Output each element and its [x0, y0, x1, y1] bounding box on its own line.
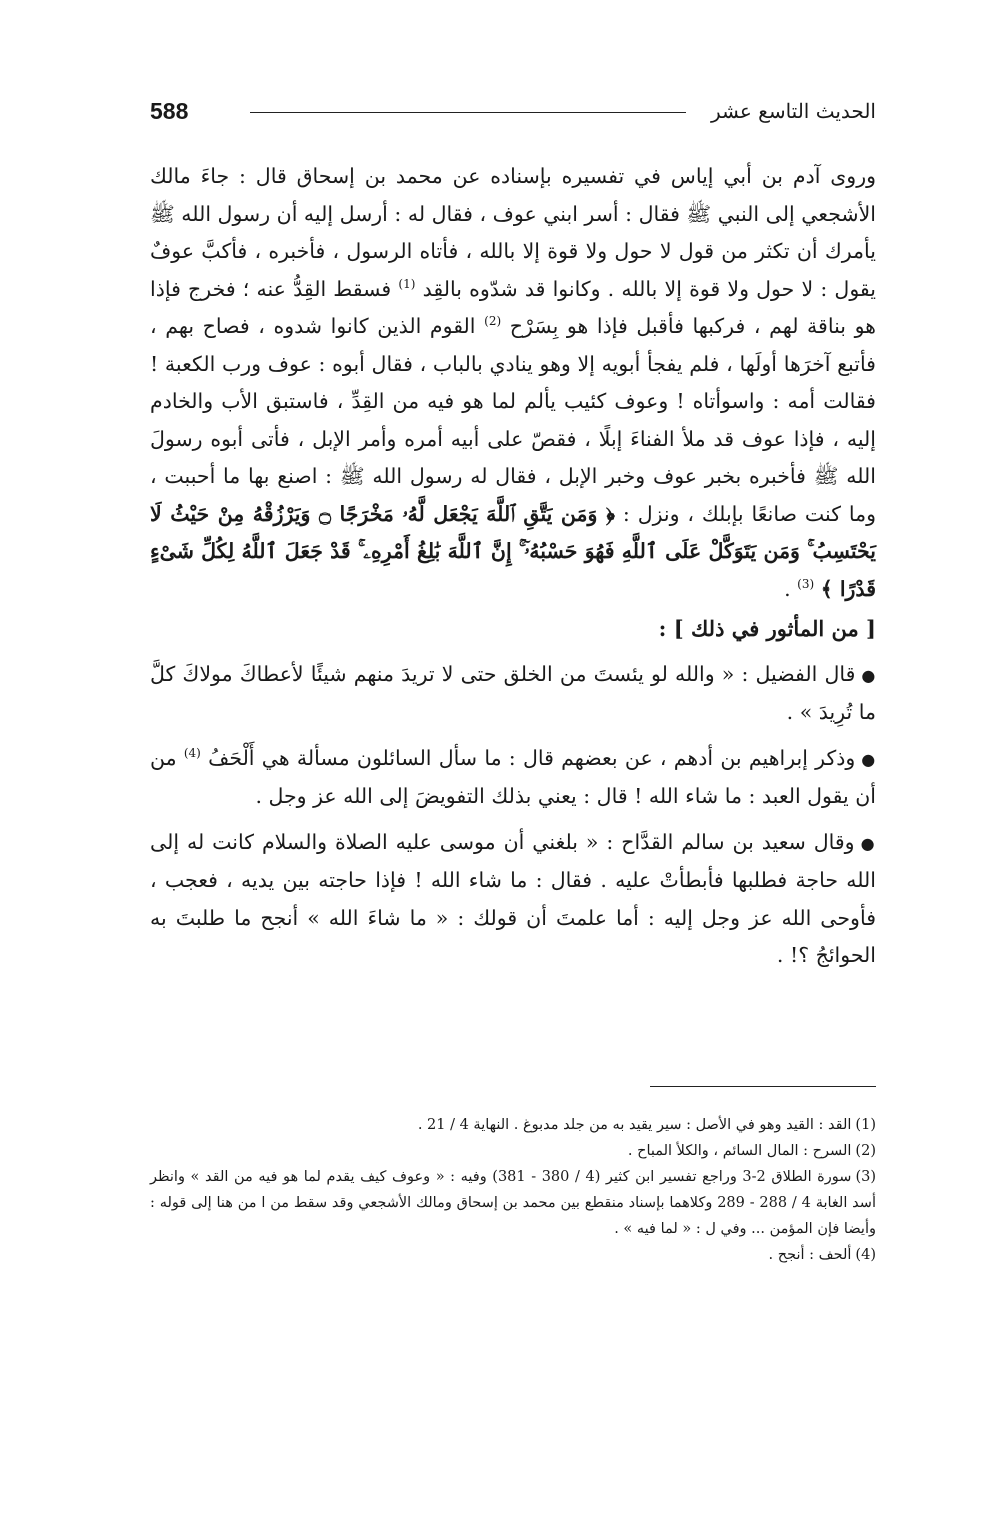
- footnote-number: (2): [855, 1143, 876, 1159]
- footnote-ref-2: (2): [484, 314, 502, 329]
- list-item: [150, 740, 876, 816]
- footnote-number: (4): [855, 1247, 876, 1263]
- paragraph-text: القوم الذين كانوا شدوه ، فصاح بهم ، فأتبع آخرَها أولَها ، فلم يفجأ أبويه إلا وهو ينادي بالباب ، فقال أبوه : عوف ورب الكعبة ! فقالت أمه : واسوأتاه ! وعوف كئيب يألم لما هو فيه من القِدِّ ، فاستبق الأب والخادم إليه ، فإذا عوف قد ملأ الفناءَ إبلًا ، فقصّ على أبيه أمره وأمر الإبل ، فأتى أبوه رسولَ الله ﷺ فأخبره بخبر عوف وخبر الإبل ، فقال له رسول الله ﷺ : اصنع بها ما أحببت ، وما كنت صانعًا بإبلك ، ونزل :: [150, 314, 876, 526]
- page-number: 588: [150, 98, 189, 124]
- quran-verse: ﴿ وَمَن يَتَّقِ ٱللَّهَ يَجْعَل لَّهُۥ مَخْرَجًا ۝ وَيَرْزُقْهُ مِنْ حَيْثُ لَا يَحْتَسِبُ ۚ وَمَن يَتَوَكَّلْ عَلَى ٱللَّهِ فَهُوَ حَسْبُهُۥٓ ۚ إِنَّ ٱللَّهَ بَٰلِغُ أَمْرِهِۦ ۚ قَدْ جَعَلَ ٱللَّهُ لِكُلِّ شَىْءٍ قَدْرًا ﴾: [150, 501, 876, 601]
- list-item-text: قال الفضيل : « والله لو يئستَ من الخلق حتى لا تريدَ منهم شيئًا لأعطاكَ مولاكَ كلَّ ما تُرِيدَ » .: [150, 661, 876, 724]
- paragraph-text: .: [784, 576, 791, 601]
- bullet-icon: ●: [860, 833, 876, 853]
- running-title: الحديث التاسع عشر: [711, 99, 876, 123]
- footnote-text: سورة الطلاق 2-3 وراجع تفسير ابن كثير (4 / 380 - 381) وفيه : « وعوف كيف يقدم لما هو فيه من القد » وانظر أسد الغابة 4 / 288 - 289 وكلاهما بإسناد منقطع بين محمد بن إسحاق ومالك الأشجعي وقد سقط من ا من هنا إلى قوله : وأيضا فإن المؤمن ... وفي ل : « لما فيه » .: [150, 1169, 876, 1237]
- footnote-text: السرح : المال السائم ، والكلأ المباح .: [627, 1143, 852, 1159]
- bullet-icon: ●: [861, 665, 876, 685]
- footnote-ref-4: (4): [183, 745, 201, 760]
- footnote-number: (1): [855, 1117, 876, 1133]
- list-item: [150, 656, 876, 732]
- bullet-icon: ●: [861, 749, 876, 769]
- footnote-separator: [650, 1086, 876, 1087]
- footnotes: [150, 1112, 876, 1268]
- list-item-text: من أن يقول العبد : ما شاء الله ! قال : يعني بذلك التفويضَ إلى الله عز وجل .: [150, 745, 876, 808]
- paragraph-text: وروى آدم بن أبي إياس في تفسيره بإسناده عن محمد بن إسحاق قال : جاءَ مالك الأشجعي إلى النبي ﷺ فقال : أسر ابني عوف ، فقال له : أرسل إليه أن رسول الله ﷺ يأمرك أن تكثر من قول لا حول ولا قوة إلا بالله ، فأتاه الرسول ، فأخبره ، فأكبَّ عوفٌ يقول : لا حول ولا قوة إلا بالله . وكانوا قد شدّوه بالقِد: [150, 164, 876, 301]
- section-heading: [ من المأثور في ذلك ] :: [658, 616, 876, 641]
- paragraph-hadith-story: [150, 158, 876, 608]
- footnote-ref-1: (1): [398, 276, 416, 291]
- footnote: [150, 1112, 876, 1138]
- footnote: [150, 1164, 876, 1242]
- paragraph-text: فسقط القِدُّ عنه ؛ فخرج فإذا هو بناقة لهم ، فركبها فأقبل فإذا هو بِسَرْح: [150, 276, 876, 338]
- footnote-text: ألحف : أنجح .: [768, 1247, 852, 1263]
- list-item-text: وقال سعيد بن سالم القدَّاح : « بلغني أن موسى عليه الصلاة والسلام كانت له إلى الله حاجة فطلبها فأبطأتْ عليه . فقال : ما شاء الله ! فإذا حاجته بين يديه ، فعجب ، فأوحى الله عز وجل إليه : أما علمتَ أن قولك : « ما شاءَ الله » أنجح ما طلبتَ به الحوائجُ ؟! .: [150, 829, 876, 967]
- footnote: [150, 1242, 876, 1268]
- footnote-text: القد : القيد وهو في الأصل : سير يقيد به من جلد مدبوغ . النهاية 4 / 21 .: [417, 1117, 852, 1133]
- running-header: [150, 96, 876, 130]
- footnote: [150, 1138, 876, 1164]
- header-rule: [250, 112, 686, 113]
- list-item-text: وذكر إبراهيم بن أدهم ، عن بعضهم قال : ما سأل السائلون مسألة هي أَلْحَفُ: [208, 745, 856, 770]
- footnote-number: (3): [855, 1169, 877, 1185]
- footnote-ref-3: (3): [797, 576, 815, 591]
- list-item: [150, 824, 876, 975]
- main-text: [150, 158, 876, 975]
